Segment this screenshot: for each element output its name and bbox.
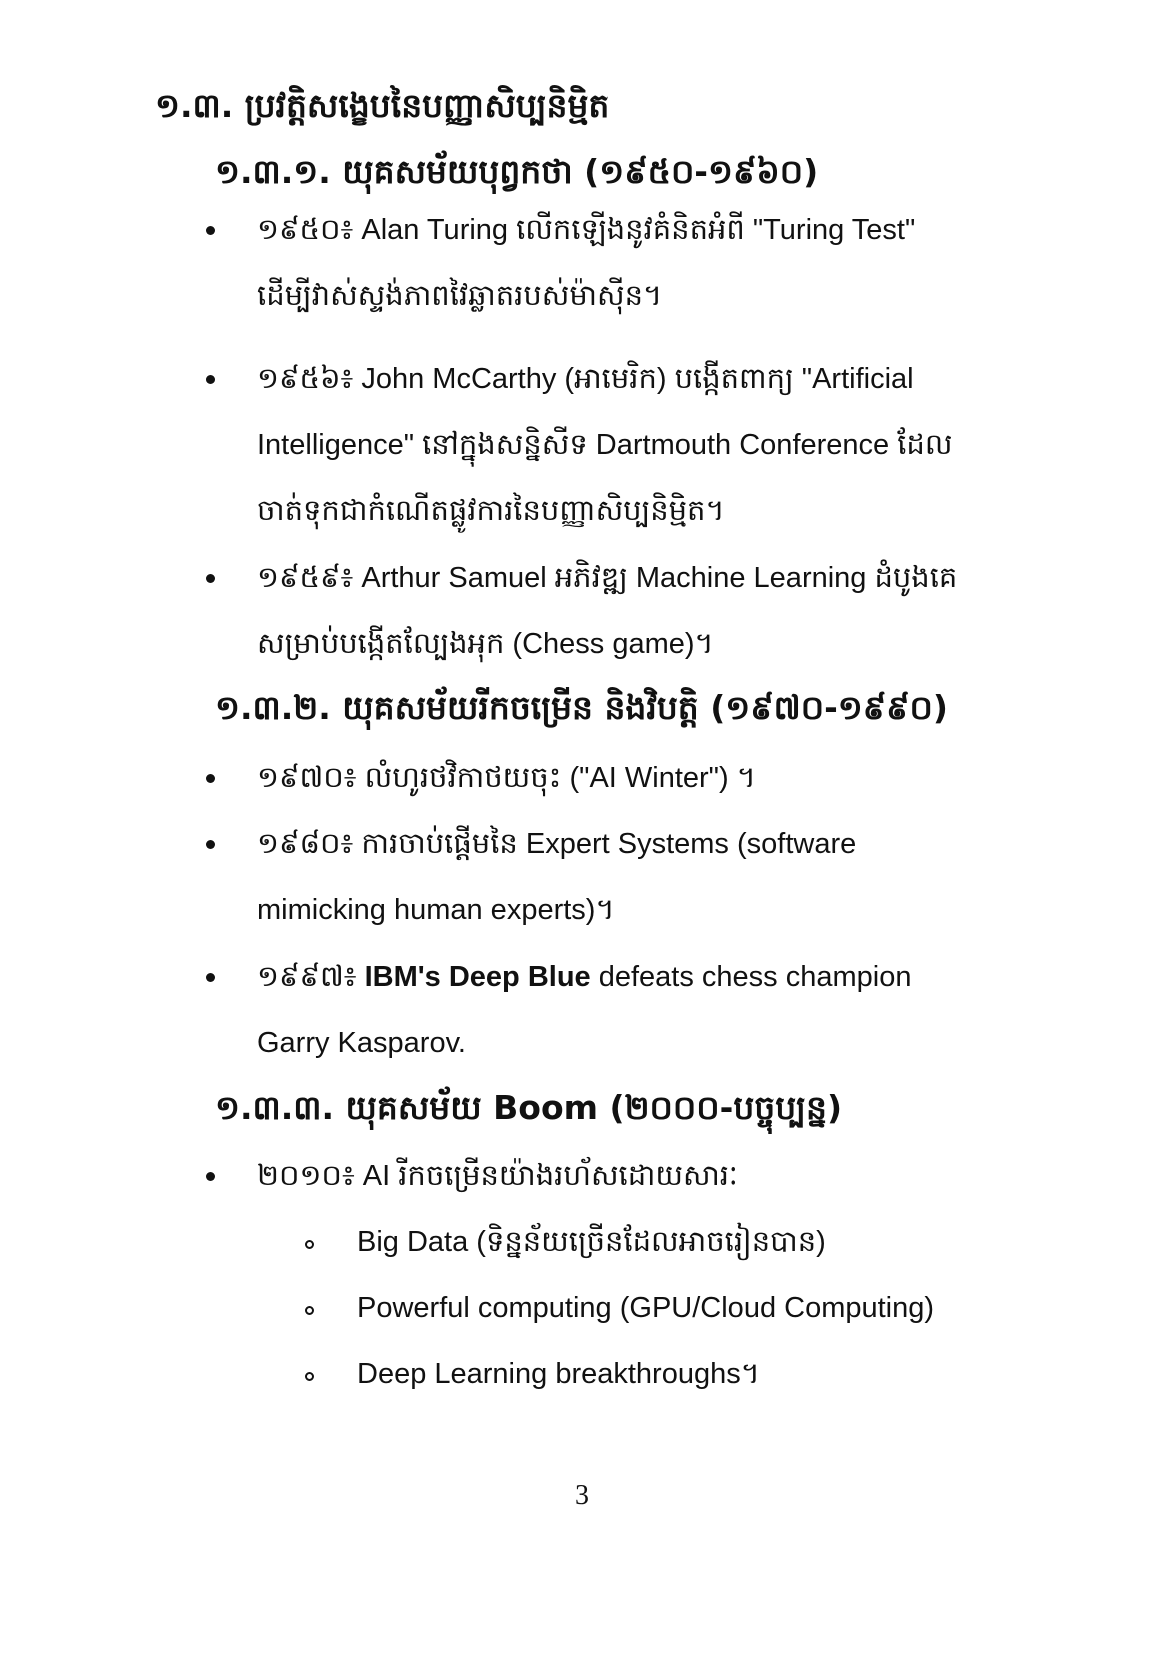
bold-term: IBM's Deep Blue: [364, 961, 591, 993]
bullet-icon: [206, 375, 215, 384]
sub-list-item: Deep Learning breakthroughs។: [357, 1358, 760, 1390]
subsection-heading-2: ១.៣.២. យុគសម័យរីកចម្រើន និងវិបត្តិ (១៩៧០-១៩៩០): [215, 688, 948, 727]
list-item-line: [257, 957, 911, 997]
section-heading: ១.៣. ប្រវត្តិសង្ខេបនៃបញ្ញាសិប្បនិម្មិត: [155, 86, 610, 125]
list-item-line: ១៩៥៦៖ John McCarthy (អាមេរិក) បង្កើតពាក្យ "Artificial: [257, 363, 914, 395]
list-item-line: ២០១០៖ AI រីកចម្រើនយ៉ាងរហ័សដោយសារៈ: [257, 1160, 738, 1192]
bullet-icon: [206, 226, 215, 235]
list-item-line: ១៩៥០៖ Alan Turing លើកឡើងនូវគំនិតអំពី "Turing Test": [257, 214, 916, 246]
list-item-line: ១៩៨០៖ ការចាប់ផ្តើមនៃ Expert Systems (software: [257, 828, 857, 860]
sub-bullet-icon: [305, 1372, 314, 1381]
sub-list-item: Big Data (ទិន្នន័យច្រើនដែលអាចរៀនបាន): [357, 1226, 826, 1258]
list-item-line: Intelligence" នៅក្នុងសន្និសីទ Dartmouth Conference ដែល: [257, 429, 953, 461]
list-item-line: Garry Kasparov.: [257, 1027, 466, 1059]
subsection-heading-1: ១.៣.១. យុគសម័យបុព្វកថា (១៩៥០-១៩៦០): [215, 152, 819, 191]
item-rest: defeats chess champion: [590, 961, 912, 993]
sub-list-item: Powerful computing (GPU/Cloud Computing): [357, 1292, 935, 1324]
subsection-heading-3: ១.៣.៣. យុគសម័យ Boom (២០០០-បច្ចុប្បន្ន): [215, 1088, 843, 1127]
page-number: 3: [575, 1480, 589, 1511]
list-item-line: ១៩៧០៖ លំហូរថវិកាថយចុះ ("AI Winter") ។: [257, 762, 756, 794]
bullet-icon: [206, 1172, 215, 1181]
year-prefix: ១៩៩៧៖: [257, 961, 365, 993]
bullet-icon: [206, 973, 215, 982]
bullet-icon: [206, 840, 215, 849]
list-item-line: ដើម្បីវាស់ស្ទង់ភាពវៃឆ្លាតរបស់ម៉ាស៊ីន។: [257, 280, 663, 312]
list-item-line: ចាត់ទុកជាកំណើតផ្លូវការនៃបញ្ញាសិប្បនិម្មិត។: [257, 495, 725, 527]
bullet-icon: [206, 574, 215, 583]
list-item-line: ១៩៥៩៖ Arthur Samuel អភិវឌ្ឍ Machine Learning ដំបូងគេ: [257, 562, 958, 594]
list-item-line: សម្រាប់បង្កើតល្បែងអុក (Chess game)។: [257, 628, 714, 660]
list-item-line: mimicking human experts)។: [257, 894, 615, 926]
bullet-icon: [206, 774, 215, 783]
sub-bullet-icon: [305, 1240, 314, 1249]
sub-bullet-icon: [305, 1306, 314, 1315]
